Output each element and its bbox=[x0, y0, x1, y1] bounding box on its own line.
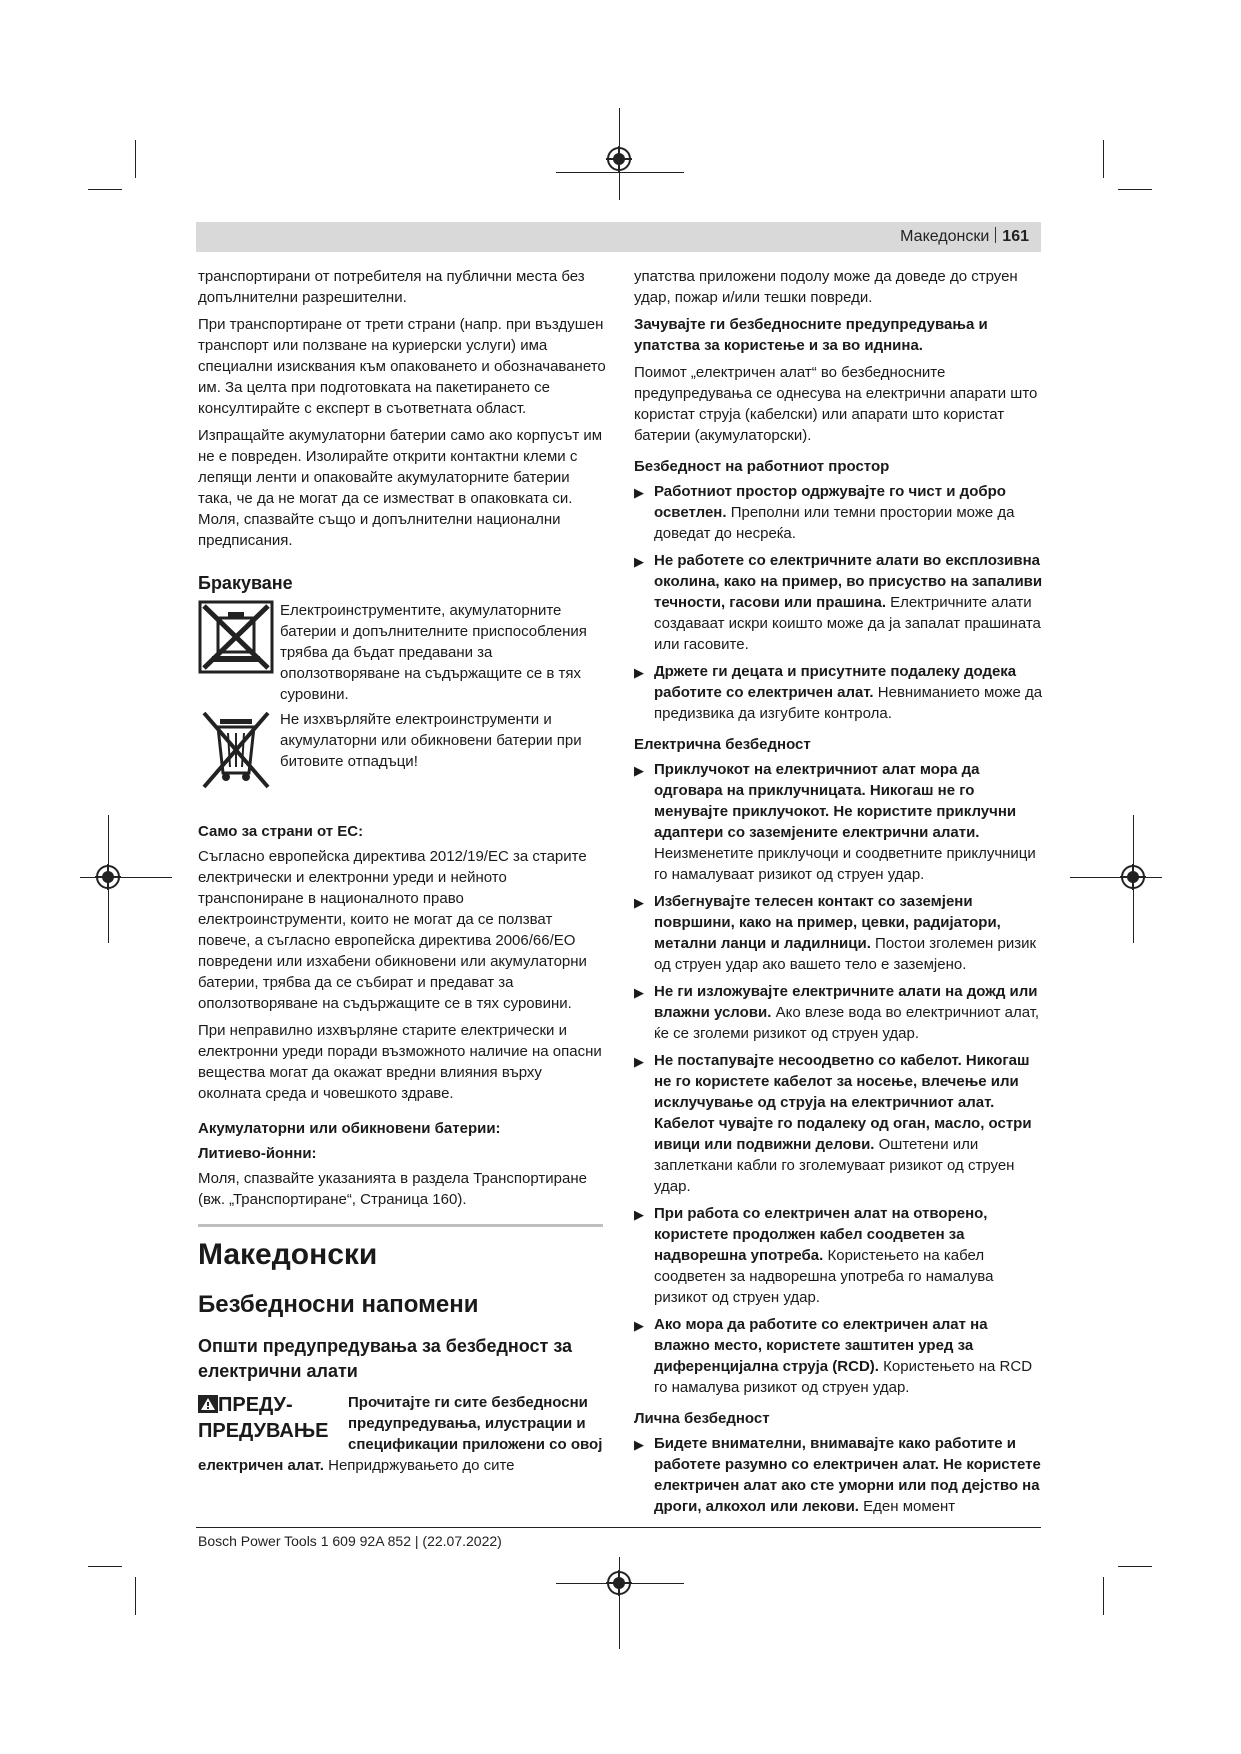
personal-safety-heading: Лична безбедност bbox=[634, 1410, 770, 1427]
crossed-wheelie-bin-icon bbox=[198, 709, 274, 791]
bullet-text: Невниманието може да предизвика да изгубите контрола. bbox=[654, 684, 1043, 722]
triangle-right-icon: ▶ bbox=[634, 554, 644, 569]
work-area-heading: Безбедност на работниот простор bbox=[634, 458, 890, 475]
left-column-lower bbox=[198, 1238, 608, 1476]
crop-mark bbox=[88, 1566, 122, 1567]
disposal-row-2 bbox=[198, 709, 608, 797]
warning-label bbox=[198, 1392, 348, 1444]
registration-line bbox=[80, 877, 172, 878]
warning-block bbox=[198, 1392, 608, 1476]
warning-triangle-icon bbox=[198, 1395, 218, 1413]
crop-mark bbox=[135, 1577, 136, 1615]
triangle-right-icon: ▶ bbox=[634, 1207, 644, 1222]
triangle-right-icon: ▶ bbox=[634, 485, 644, 500]
bullet-bold: Не работете со електричните алати во експлозивна околина, како на пример, во присуство на запаливи течности, гасови или прашина. bbox=[654, 552, 1043, 611]
electrical-bullet bbox=[634, 891, 1046, 975]
bullet-bold: Држете ги децата и присутните подалеку додека работите со електричен алат. bbox=[654, 663, 1017, 701]
crop-mark bbox=[1118, 1566, 1152, 1567]
eu-heading: Само за страни от ЕС: bbox=[198, 823, 364, 840]
right-paragraph-1: упатства приложени подолу може да доведе до струен удар, пожар и/или тешки повреди. bbox=[634, 268, 1018, 306]
intro-paragraph-1: транспортирани от потребителя на публични места без допълнителни разрешителни. bbox=[198, 268, 585, 306]
disposal-text-2: Не изхвърляйте електроинструменти и акумулаторни или обикновени батерии при битовите отпадъци! bbox=[280, 711, 582, 770]
right-column bbox=[634, 266, 1046, 1523]
left-column bbox=[198, 266, 608, 1216]
bullet-text: Користењето на кабел соодветен за надворешна употреба го намалува ризикот од струен удар. bbox=[654, 1247, 994, 1306]
section-divider bbox=[198, 1224, 603, 1227]
triangle-right-icon: ▶ bbox=[634, 1054, 644, 1069]
page-header bbox=[196, 222, 1041, 252]
personal-bullet bbox=[634, 1433, 1046, 1517]
page-number: 161 bbox=[1002, 228, 1029, 245]
electrical-safety-heading: Електрична безбедност bbox=[634, 736, 811, 753]
triangle-right-icon: ▶ bbox=[634, 1318, 644, 1333]
intro-paragraph-2: При транспортиране от трети страни (напр. при въздушен транспорт или ползване на куриерски услуги) има специални изисквания към опаковането и обозначаването им. За целта при подготовката на пакетирането се консултирайте с експерт в съответната област. bbox=[198, 316, 606, 417]
crop-mark bbox=[1103, 1577, 1104, 1615]
disposal-text-1: Електроинструментите, акумулаторните батерии и допълнителните приспособления трябва да бъдат предавани за оползотворяване на съдържащите се в тях суровини. bbox=[280, 602, 587, 703]
triangle-right-icon: ▶ bbox=[634, 665, 644, 680]
bullet-bold: При работа со електричен алат на отворено, користете продолжен кабел соодветен за надворешна употреба. bbox=[654, 1205, 988, 1264]
crop-mark bbox=[88, 189, 122, 190]
triangle-right-icon: ▶ bbox=[634, 1437, 644, 1452]
bullet-bold: Бидете внимателни, внимавајте како работите и работете разумно со електричен алат. Не користете електричен алат ако сте уморни или под дејство на дроги, алкохол или лекови. bbox=[654, 1435, 1041, 1515]
disposal-heading: Бракуване bbox=[198, 573, 293, 593]
electrical-bullet bbox=[634, 1203, 1046, 1308]
footer-text: Bosch Power Tools 1 609 92A 852 | (22.07.2022) bbox=[198, 1533, 502, 1549]
registration-mark-icon bbox=[606, 146, 632, 172]
bullet-text: Еден момент bbox=[863, 1498, 956, 1515]
bullet-text: Постои зголемен ризик од струен удар ако вашето тело е заземјено. bbox=[654, 935, 1037, 973]
batteries-heading: Акумулаторни или обикновени батерии: bbox=[198, 1120, 501, 1137]
bullet-bold: Не ги изложувајте електричните алати на дожд или влажни услови. bbox=[654, 983, 1038, 1021]
electrical-bullet bbox=[634, 1050, 1046, 1197]
right-paragraph-2: Поимот „електричен алат“ во безбедносните предупредувања се однесува на електрични апарати што користат струја (кабелски) или апарати што користат батерии (акумулаторски). bbox=[634, 364, 1038, 444]
bullet-text: Користењето на RCD го намалува ризикот од струен удар. bbox=[654, 1358, 1033, 1396]
header-language: Македонски bbox=[900, 228, 990, 245]
registration-mark-icon bbox=[95, 864, 121, 890]
registration-mark-icon bbox=[1120, 864, 1146, 890]
triangle-right-icon: ▶ bbox=[634, 985, 644, 1000]
safety-title: Безбедносни напомени bbox=[198, 1291, 479, 1318]
warning-bold-text: Прочитајте ги сите безбедносни предупредувања, илустрации и спецификации приложени со овој електричен алат. bbox=[198, 1394, 603, 1474]
bullet-text: Електричните алати создаваат искри коишто може да ја запалат прашината или гасовите. bbox=[654, 594, 1041, 653]
eu-paragraph-1: Съгласно европейска директива 2012/19/ЕС за старите електрически и електронни уреди и нейното транспониране в националното право електроинструменти, които не могат да се ползват повече, а съгласно европейска директива 2006/66/ЕО повредени или изхабени обикновени или акумулаторни батерии, трябва да се събират и предават за оползотворяване на съдържащите се в тях суровини. bbox=[198, 848, 587, 1012]
registration-line bbox=[1070, 877, 1162, 878]
bullet-text: Неизменетите приклучоци и соодветните приклучници го намалуваат ризикот од струен удар. bbox=[654, 845, 1036, 883]
electrical-bullet bbox=[634, 1314, 1046, 1398]
bullet-bold: Ако мора да работите со електричен алат на влажно место, користете заштитен уред за диференцијална струја (RCD). bbox=[654, 1316, 988, 1375]
crop-mark bbox=[1118, 189, 1152, 190]
electrical-bullet bbox=[634, 759, 1046, 885]
intro-paragraph-3: Изпращайте акумулаторни батерии само ако корпусът им не е повреден. Изолирайте открити контактни клеми с лепящи ленти и опаковайте акумулаторните батерии така, че да не могат да се изместват в опаковката си. Моля, спазвайте също и допълнителни национални предписания. bbox=[198, 427, 603, 549]
electrical-bullet bbox=[634, 981, 1046, 1044]
bullet-bold: Работниот простор одржувајте го чист и добро осветлен. bbox=[654, 483, 1006, 521]
warning-normal-text: Непридржувањето до сите bbox=[328, 1457, 515, 1474]
bullet-bold: Избегнувајте телесен контакт со заземјени површини, како на пример, цевки, радијатори, метални ланци и ладилници. bbox=[654, 893, 1001, 952]
crop-mark bbox=[135, 140, 136, 178]
header-separator bbox=[995, 227, 996, 243]
work-bullet bbox=[634, 661, 1046, 724]
triangle-right-icon: ▶ bbox=[634, 763, 644, 778]
registration-mark-icon bbox=[606, 1570, 632, 1596]
bullet-text: Оштетени или заплеткани кабли го зголемуваат ризикот од струен удар. bbox=[654, 1136, 1015, 1195]
keep-instructions-heading: Зачувајте ги безбедносните предупредувања и упатства за користење и за во иднина. bbox=[634, 316, 988, 354]
liion-paragraph: Моля, спазвайте указанията в раздела Транспортиране (вж. „Транспортиране“, Страница 160). bbox=[198, 1170, 587, 1208]
bullet-text: Преполни или темни простории може да доведат до несреќа. bbox=[654, 504, 1015, 542]
liion-heading: Литиево-йонни: bbox=[198, 1145, 317, 1162]
bullet-text: Ако влезе вода во електричниот алат, ќе се зголеми ризикот од струен удар. bbox=[654, 1004, 1040, 1042]
triangle-right-icon: ▶ bbox=[634, 895, 644, 910]
language-title: Македонски bbox=[198, 1238, 378, 1271]
warning-label-line2: ПРЕДУВАЊЕ bbox=[198, 1420, 329, 1442]
work-bullet bbox=[634, 550, 1046, 655]
registration-line bbox=[556, 172, 684, 173]
crop-mark bbox=[1103, 140, 1104, 178]
no-battery-disposal-icon bbox=[198, 600, 274, 674]
footer-rule bbox=[196, 1527, 1041, 1528]
bullet-bold: Не постапувајте несоодветно со кабелот. Никогаш не го користете кабелот за носење, влечење или исклучување од струја на електричниот алат. Кабелот чувајте го подалеку од оган, масло, остри ивици или подвижни делови. bbox=[654, 1052, 1032, 1153]
warning-label-line1: ПРЕДУ- bbox=[218, 1394, 293, 1416]
disposal-row-1 bbox=[198, 600, 608, 705]
header-text bbox=[900, 227, 1029, 246]
eu-paragraph-2: При неправилно изхвърляне старите електрически и електронни уреди поради възможното наличие на опасни вещества могат да окажат вредни влияния върху околната среда и човешкото здраве. bbox=[198, 1022, 602, 1102]
bullet-bold: Приклучокот на електричниот алат мора да одговара на приклучницата. Никогаш не го менувајте приклучокот. Не користите приклучни адаптери со заземјените електрични алати. bbox=[654, 761, 1017, 841]
general-warnings-title: Општи предупредувања за безбедност за електрични алати bbox=[198, 1336, 573, 1381]
work-bullet bbox=[634, 481, 1046, 544]
